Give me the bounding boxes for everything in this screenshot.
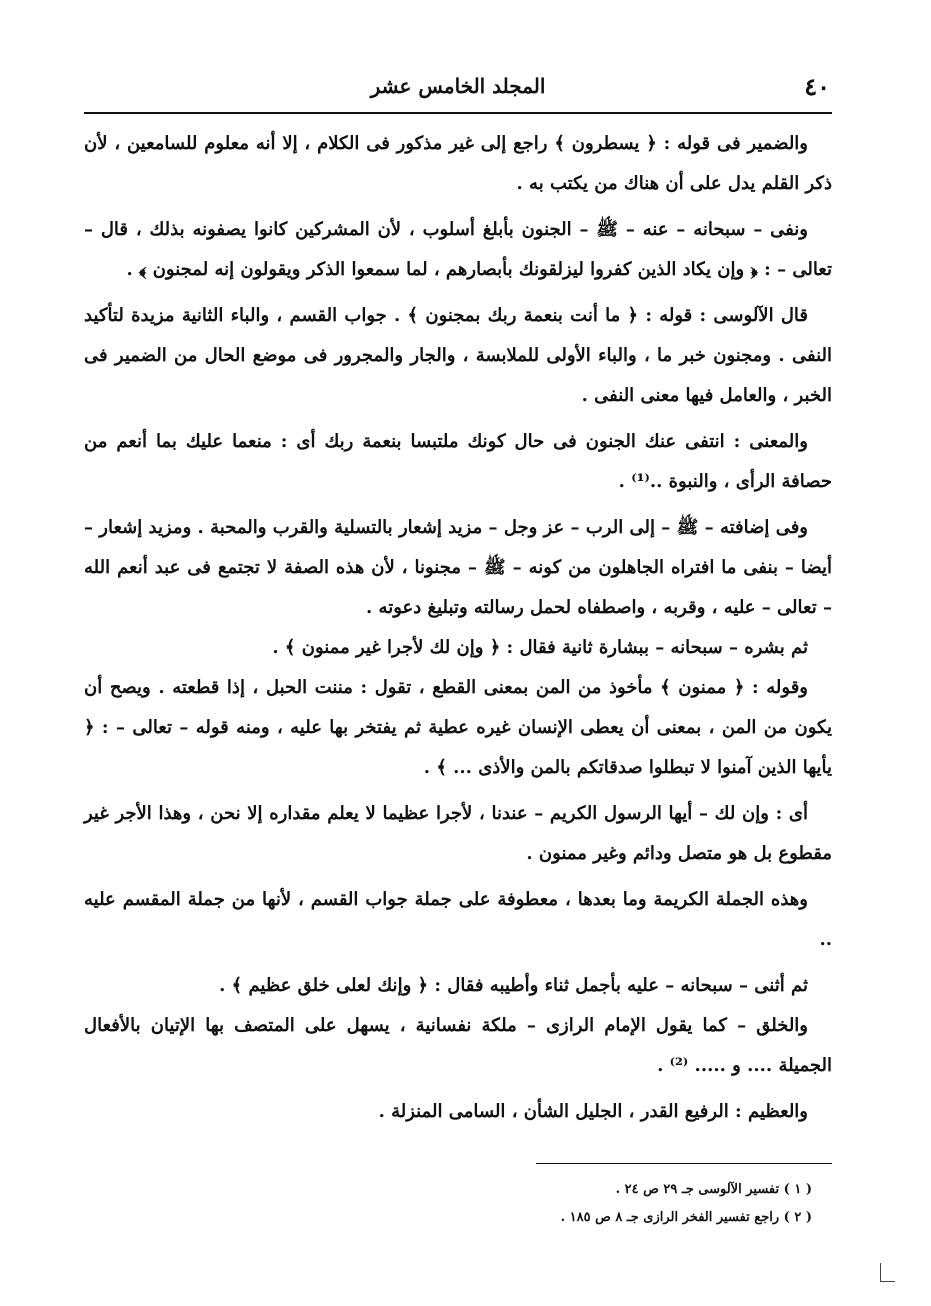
- footnote-2: ( ٢ ) راجع تفسير الفخر الرازى جـ ٨ ص ١٨٥ .: [560, 1210, 812, 1225]
- footnotes: [300, 1176, 812, 1232]
- paragraph-6: ثم بشره – سبحانه – ببشارة ثانية فقال : ﴿ وإن لك لأجرا غير ممنون ﴾ .: [272, 637, 808, 658]
- body-text: [84, 124, 832, 1132]
- page-header: [84, 70, 832, 106]
- paragraph-11: والخلق – كما يقول الإمام الرازى – ملكة نفسانية ، يسهل على المتصف بها الإتيان بالأفعال الجميلة .... و ..... ⁽²⁾ .: [84, 1015, 832, 1076]
- page-number: ٤٠: [804, 72, 830, 101]
- paragraph-9: وهذه الجملة الكريمة وما بعدها ، معطوفة على جملة جواب القسم ، لأنها من جملة المقسم عليه ..: [84, 889, 832, 950]
- paragraph-10: ثم أثنى – سبحانه – عليه بأجمل ثناء وأطيبه فقال : ﴿ وإنك لعلى خلق عظيم ﴾ .: [219, 975, 808, 996]
- running-title: المجلد الخامس عشر: [370, 74, 546, 98]
- scan-corner-mark: [880, 1263, 895, 1282]
- paragraph-5: وفى إضافته – ﷺ – إلى الرب – عز وجل – مزيد إشعار بالتسلية والقرب والمحبة . ومزيد إشعار – أيضا – بنفى ما افتراه الجاهلون من كونه – ﷺ – مجنونا ، لأن هذه الصفة لا تجتمع فى عبد أنعم الله – تعالى – عليه ، وقربه ، واصطفاه لحمل رسالته وتبليغ دعوته .: [84, 517, 832, 618]
- paragraph-12: والعظيم : الرفيع القدر ، الجليل الشأن ، السامى المنزلة .: [378, 1101, 808, 1122]
- paragraph-8: أى : وإن لك – أيها الرسول الكريم – عندنا ، لأجرا عظيما لا يعلم مقداره إلا نحن ، وهذا الأجر غير مقطوع بل هو متصل ودائم وغير ممنون .: [84, 803, 832, 864]
- paragraph-2: ونفى – سبحانه – عنه – ﷺ – الجنون بأبلغ أسلوب ، لأن المشركين كانوا يصفونه بذلك ، قال – تعالى – : ﴿ وإن يكاد الذين كفروا ليزلقونك بأبصارهم ، لما سمعوا الذكر ويقولون إنه لمجنون ﴾ .: [84, 219, 832, 280]
- footnote-divider: [536, 1163, 832, 1164]
- paragraph-4: والمعنى : انتفى عنك الجنون فى حال كونك ملتبسا بنعمة ربك أى : منعما عليك بما أنعم من حصافة الرأى ، والنبوة ..⁽¹⁾ .: [84, 431, 832, 492]
- footnote-1: ( ١ ) تفسير الآلوسى جـ ٢٩ ص ٢٤ .: [615, 1182, 812, 1197]
- paragraph-7: وقوله : ﴿ ممنون ﴾ مأخوذ من المن بمعنى القطع ، تقول : مننت الحبل ، إذا قطعته . ويصح أن يكون من المن ، بمعنى أن يعطى الإنسان غيره عطية ثم يفتخر بها عليه ، ومنه قوله – تعالى – : ﴿ يأيها الذين آمنوا لا تبطلوا صدقاتكم بالمن والأذى ... ﴾ .: [84, 677, 833, 778]
- paragraph-3: قال الآلوسى : قوله : ﴿ ما أنت بنعمة ربك بمجنون ﴾ . جواب القسم ، والباء الثانية مزيدة لتأكيد النفى . ومجنون خبر ما ، والباء الأولى للملابسة ، والجار والمجرور فى موضع الحال من الضمير فى الخبر ، والعامل فيها معنى النفى .: [84, 305, 832, 406]
- header-divider: [84, 112, 832, 114]
- paragraph-1: والضمير فى قوله : ﴿ يسطرون ﴾ راجع إلى غير مذكور فى الكلام ، إلا أنه معلوم للسامعين ، لأن ذكر القلم يدل على أن هناك من يكتب به .: [84, 133, 832, 194]
